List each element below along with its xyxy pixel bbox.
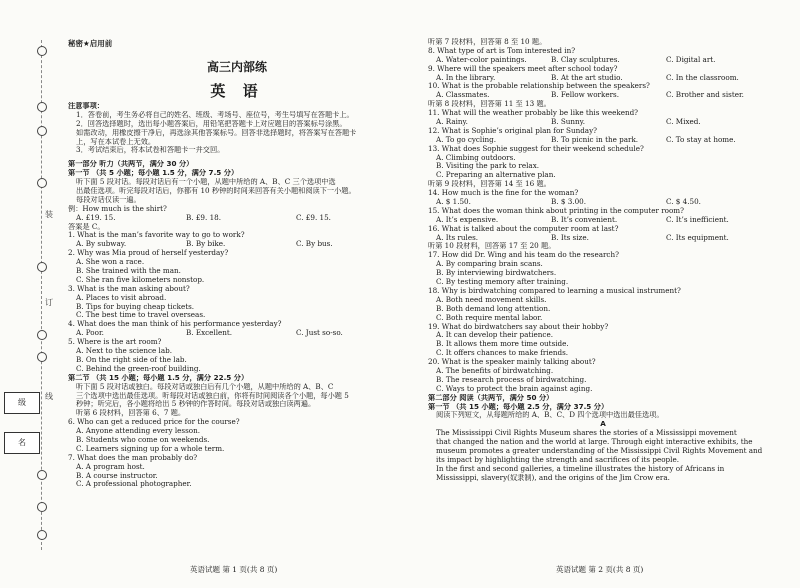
name-label: 名 [18,438,26,447]
answer-option[interactable]: A. Poor. [76,328,104,338]
note-line: 1．答卷前，考生务必将自己的姓名、班级、考场号、座位号，考生号填写在答题卡上。 [76,110,354,119]
answer-option[interactable]: A. Water-color paintings. [436,54,527,64]
answer-option[interactable]: C. It offers chances to make friends. [436,349,569,358]
answer-option[interactable]: A. Its rules. [436,232,479,242]
answer-option[interactable]: A. By subway. [76,239,127,249]
note-line: 如需改动，用橡皮擦干净后，再选涂其他答案标号。回答非选择题时，将答案写在答题卡 [76,128,357,137]
question-stem: 4. What does the man think of his performance yesterday? [68,320,282,329]
answer-option[interactable]: C. Brother and sister. [666,90,744,100]
question-stem: 1. What is the man’s favorite way to go to work? [68,231,245,240]
option-row [428,198,778,207]
answer-option[interactable]: B. The research process of birdwatching. [436,375,587,384]
right-questions-3 [428,189,778,242]
sec2-instructions [68,383,406,410]
passage-line: its impact by highlighting the strength and sacrifices of its people. [436,455,679,464]
answer-option[interactable]: B. On the right side of the lab. [76,355,187,364]
answer-option[interactable]: C. Mixed. [666,117,701,127]
option-row [428,234,778,243]
passage-line: that changed the nation and the world at large. Through eight interactive exhibits, the [436,438,753,447]
name-field[interactable] [4,432,40,454]
binding-hole [37,46,47,56]
instruction-line: 秒钟；听完后，各小题将给出 5 秒钟的作答时间。每段对话或独白读两遍。 [76,400,316,409]
question-stem: 16. What is talked about the computer room at last? [428,224,619,233]
answer-option[interactable]: C. Learners signing up for a whole term. [76,444,225,453]
binding-strip [0,0,58,588]
answer-option[interactable]: C. Its equipment. [666,232,729,242]
left-questions-1 [68,231,406,373]
passage-line: In the first and second galleries, a timeline illustrates the history of Africans in [436,464,725,473]
question-stem: 20. What is the speaker mainly talking about? [428,358,596,367]
answer-option[interactable]: C. By bus. [296,239,333,249]
example-answer: 答案是 C。 [68,222,105,231]
option-row [428,56,778,65]
answer-option[interactable]: B. Students who come on weekends. [76,435,210,444]
answer-option[interactable]: A. Classmates. [436,90,490,100]
answer-option[interactable]: A. Anyone attending every lesson. [76,427,201,436]
answer-option[interactable]: B. It allows them more time outside. [436,340,569,349]
left-questions-2 [68,418,406,489]
passage-6-note: 听第 6 段材料，回答第 6、7 题。 [76,409,186,418]
notes-list [68,111,406,155]
left-column [68,102,406,489]
note-line: 上，写在本试卷上无效。 [76,137,156,146]
question-stem: 9. Where will the speakers meet after school today? [428,64,618,73]
question-stem: 3. What is the man asking about? [68,284,190,293]
answer-option[interactable]: A. A program host. [76,462,145,471]
question-stem: 19. What do birdwatchers say about their hobby? [428,322,609,331]
answer-option[interactable]: B. Tips for buying cheap tickets. [76,302,195,311]
confidential-mark: 秘密★启用前 [68,39,113,48]
option-row [68,240,406,249]
subject-title: 英 语 [210,82,264,100]
option-row [428,118,778,127]
question-stem: 18. Why is birdwatching compared to learning a musical instrument? [428,286,681,295]
answer-option[interactable]: B. At the art studio. [551,72,623,82]
question-stem: 5. Where is the art room? [68,338,162,347]
question-stem: 11. What will the weather probably be like this weekend? [428,109,639,118]
answer-option[interactable]: C. Preparing an alternative plan. [436,171,556,180]
part2-heading: 第二部分 阅读（共两节，满分 50 分） [428,393,554,402]
reading-instructions: 阅读下列短文，从每题所给的 A、B、C、D 四个选项中选出最佳选项。 [436,411,664,420]
answer-option[interactable]: C. £9. 15. [296,212,331,222]
instruction-line: 听下面 5 段对话或独白。每段对话或独白后有几个小题，从题中所给的 A、B、C [76,382,334,391]
example-question: 例：How much is the shirt? [68,204,167,213]
example-options [68,214,406,223]
answer-option[interactable]: A. She won a race. [76,258,145,267]
answer-option[interactable]: A. Both need movement skills. [436,295,547,304]
reading-passage [428,429,778,482]
answer-option[interactable]: C. In the classroom. [666,72,739,82]
answer-option[interactable]: A. Next to the science lab. [76,347,173,356]
answer-option[interactable]: A. It can develop their patience. [436,331,553,340]
question-stem: 13. What does Sophie suggest for their weekend schedule? [428,144,644,153]
question-stem: 17. How did Dr. Wing and his team do the research? [428,251,619,260]
answer-option[interactable]: B. Visiting the park to relax. [436,162,540,171]
option-row [428,216,778,225]
answer-option[interactable]: A. £19. 15. [76,212,116,222]
answer-option[interactable]: B. Excellent. [186,328,233,338]
answer-option[interactable]: A. To go cycling. [436,134,497,144]
right-questions-4 [428,251,778,393]
option-row [428,136,778,145]
part1-sec2-heading: 第二节 （共 15 小题；每小题 1.5 分，满分 22.5 分） [68,373,249,382]
answer-option[interactable]: B. She trained with the man. [76,267,181,276]
question-stem: 12. What is Sophie’s original plan for Sunday? [428,126,598,135]
passage-7-note: 听第 7 段材料，回答第 8 至 10 题。 [428,38,547,46]
answer-option[interactable]: A. Rainy. [436,117,468,127]
passage-letter: A [600,420,606,429]
answer-option[interactable]: C. A professional photographer. [76,480,192,489]
part1-heading: 第一部分 听力（共两节，满分 30 分） [68,160,194,169]
passage-10-note: 听第 10 段材料，回答第 17 至 20 题。 [428,242,556,251]
answer-option[interactable]: C. By testing memory after training. [436,278,569,287]
option-row [428,91,778,100]
answer-option[interactable]: B. By bike. [186,239,226,249]
binding-hole [37,262,47,272]
page-footer-left: 英语试题 第 1 页(共 8 页) [190,565,278,574]
notes-heading: 注意事项： [68,102,104,110]
part2-sec1-heading: 第一节 （共 15 小题；每小题 2.5 分，满分 37.5 分） [428,402,609,411]
binding-hole [37,102,47,112]
instruction-line: 每段对话仅读一遍。 [76,195,141,204]
question-stem: 8. What type of art is Tom interested in? [428,46,576,55]
answer-option[interactable]: B. It’s convenient. [551,214,618,224]
question-stem: 6. Who can get a reduced price for the course? [68,418,240,427]
answer-option[interactable]: C. It’s inefficient. [666,214,729,224]
question-stem: 14. How much is the fine for the woman? [428,189,579,198]
right-column [428,38,778,483]
note-line: 2．回答选择题时，选出每小题答案后，用铅笔把答题卡上对应题目的答案标号涂黑。 [76,119,347,128]
passage-8-note: 听第 8 段材料，回答第 11 至 13 题。 [428,100,551,109]
option-row [68,329,406,338]
passage-line: The Mississippi Civil Rights Museum shares the stories of a Mississippi movement [436,429,737,438]
passage-9-note: 听第 9 段材料，回答第 14 至 16 题。 [428,180,551,189]
binding-hole [37,330,47,340]
answer-option[interactable]: C. Digital art. [666,54,716,64]
binding-label-xian: 线 [45,392,53,401]
note-line: 3．考试结束后，将本试卷和答题卡一并交回。 [76,146,225,155]
answer-option[interactable]: B. £9. 18. [186,212,221,222]
question-stem: 15. What does the woman think about printing in the computer room? [428,206,684,215]
answer-option[interactable]: A. By comparing brain scans. [436,260,543,269]
answer-option[interactable]: B. By interviewing birdwatchers. [436,269,557,278]
binding-hole [37,178,47,188]
answer-option[interactable]: C. Ways to protect the brain against aging. [436,384,593,393]
class-field[interactable] [4,392,40,414]
answer-option[interactable]: B. To picnic in the park. [551,134,639,144]
answer-option[interactable]: C. Behind the green-roof building. [76,364,201,373]
question-stem: 2. Why was Mia proud of herself yesterday? [68,249,229,258]
answer-option[interactable]: C. To stay at home. [666,134,736,144]
page-footer-right: 英语试题 第 2 页(共 8 页) [556,565,644,574]
binding-hole [37,530,47,540]
answer-option[interactable]: A. $ 1.50. [436,197,471,207]
binding-label-ding: 订 [45,298,53,307]
binding-hole [37,126,47,136]
answer-option[interactable]: C. The best time to travel overseas. [76,311,206,320]
binding-hole [37,352,47,362]
answer-option[interactable]: B. Sunny. [551,117,586,127]
instruction-line: 出最佳选项。听完每段对话后，你都有 10 秒钟的时间来回答有关小题和阅读下一小题。 [76,187,356,196]
binding-hole [37,502,47,512]
part1-sec1-heading: 第一节 （共 5 小题；每小题 1.5 分，满分 7.5 分） [68,169,239,178]
passage-line: museum promotes a greater understanding of the Mississippi Civil Rights Movement and [436,446,763,455]
right-questions-1 [428,47,778,100]
passage-line: Mississippi, slavery(奴隶制), and the origins of the Jim Crow era. [436,473,670,482]
question-stem: 10. What is the probable relationship between the speakers? [428,82,650,91]
right-questions-2 [428,109,778,180]
answer-option[interactable]: B. $ 3.00. [551,197,586,207]
answer-option[interactable]: A. Places to visit abroad. [76,293,167,302]
instruction-line: 听下面 5 段对话。每段对话后有一个小题，从题中所给的 A、B、C 三个选项中选 [76,178,336,187]
question-stem: 7. What does the man probably do? [68,453,198,462]
answer-option[interactable]: A. It’s expensive. [436,214,499,224]
option-row [428,74,778,83]
answer-option[interactable]: B. Both demand long attention. [436,304,551,313]
sec1-instructions [68,178,406,205]
answer-option[interactable]: C. $ 4.50. [666,197,701,207]
answer-option[interactable]: B. Fellow workers. [551,90,619,100]
binding-label-zhuang: 装 [45,210,53,219]
exam-title: 高三内部练 [206,60,267,74]
answer-option[interactable]: C. Both require mental labor. [436,313,543,322]
instruction-line: 三个选项中选出最佳选项。听每段对话或独白前，你将有时间阅读各个小题，每小题 5 [76,391,349,400]
answer-option[interactable]: A. The benefits of birdwatching. [436,366,554,375]
answer-option[interactable]: B. A course instructor. [76,471,158,480]
answer-option[interactable]: A. In the library. [436,72,496,82]
answer-option[interactable]: B. Its size. [551,232,589,242]
answer-option[interactable]: C. Just so-so. [296,328,343,338]
class-label: 级 [18,398,26,407]
answer-option[interactable]: C. She ran five kilometers nonstop. [76,275,205,284]
binding-hole [37,470,47,480]
answer-option[interactable]: B. Clay sculptures. [551,54,620,64]
answer-option[interactable]: A. Climbing outdoors. [436,153,516,162]
